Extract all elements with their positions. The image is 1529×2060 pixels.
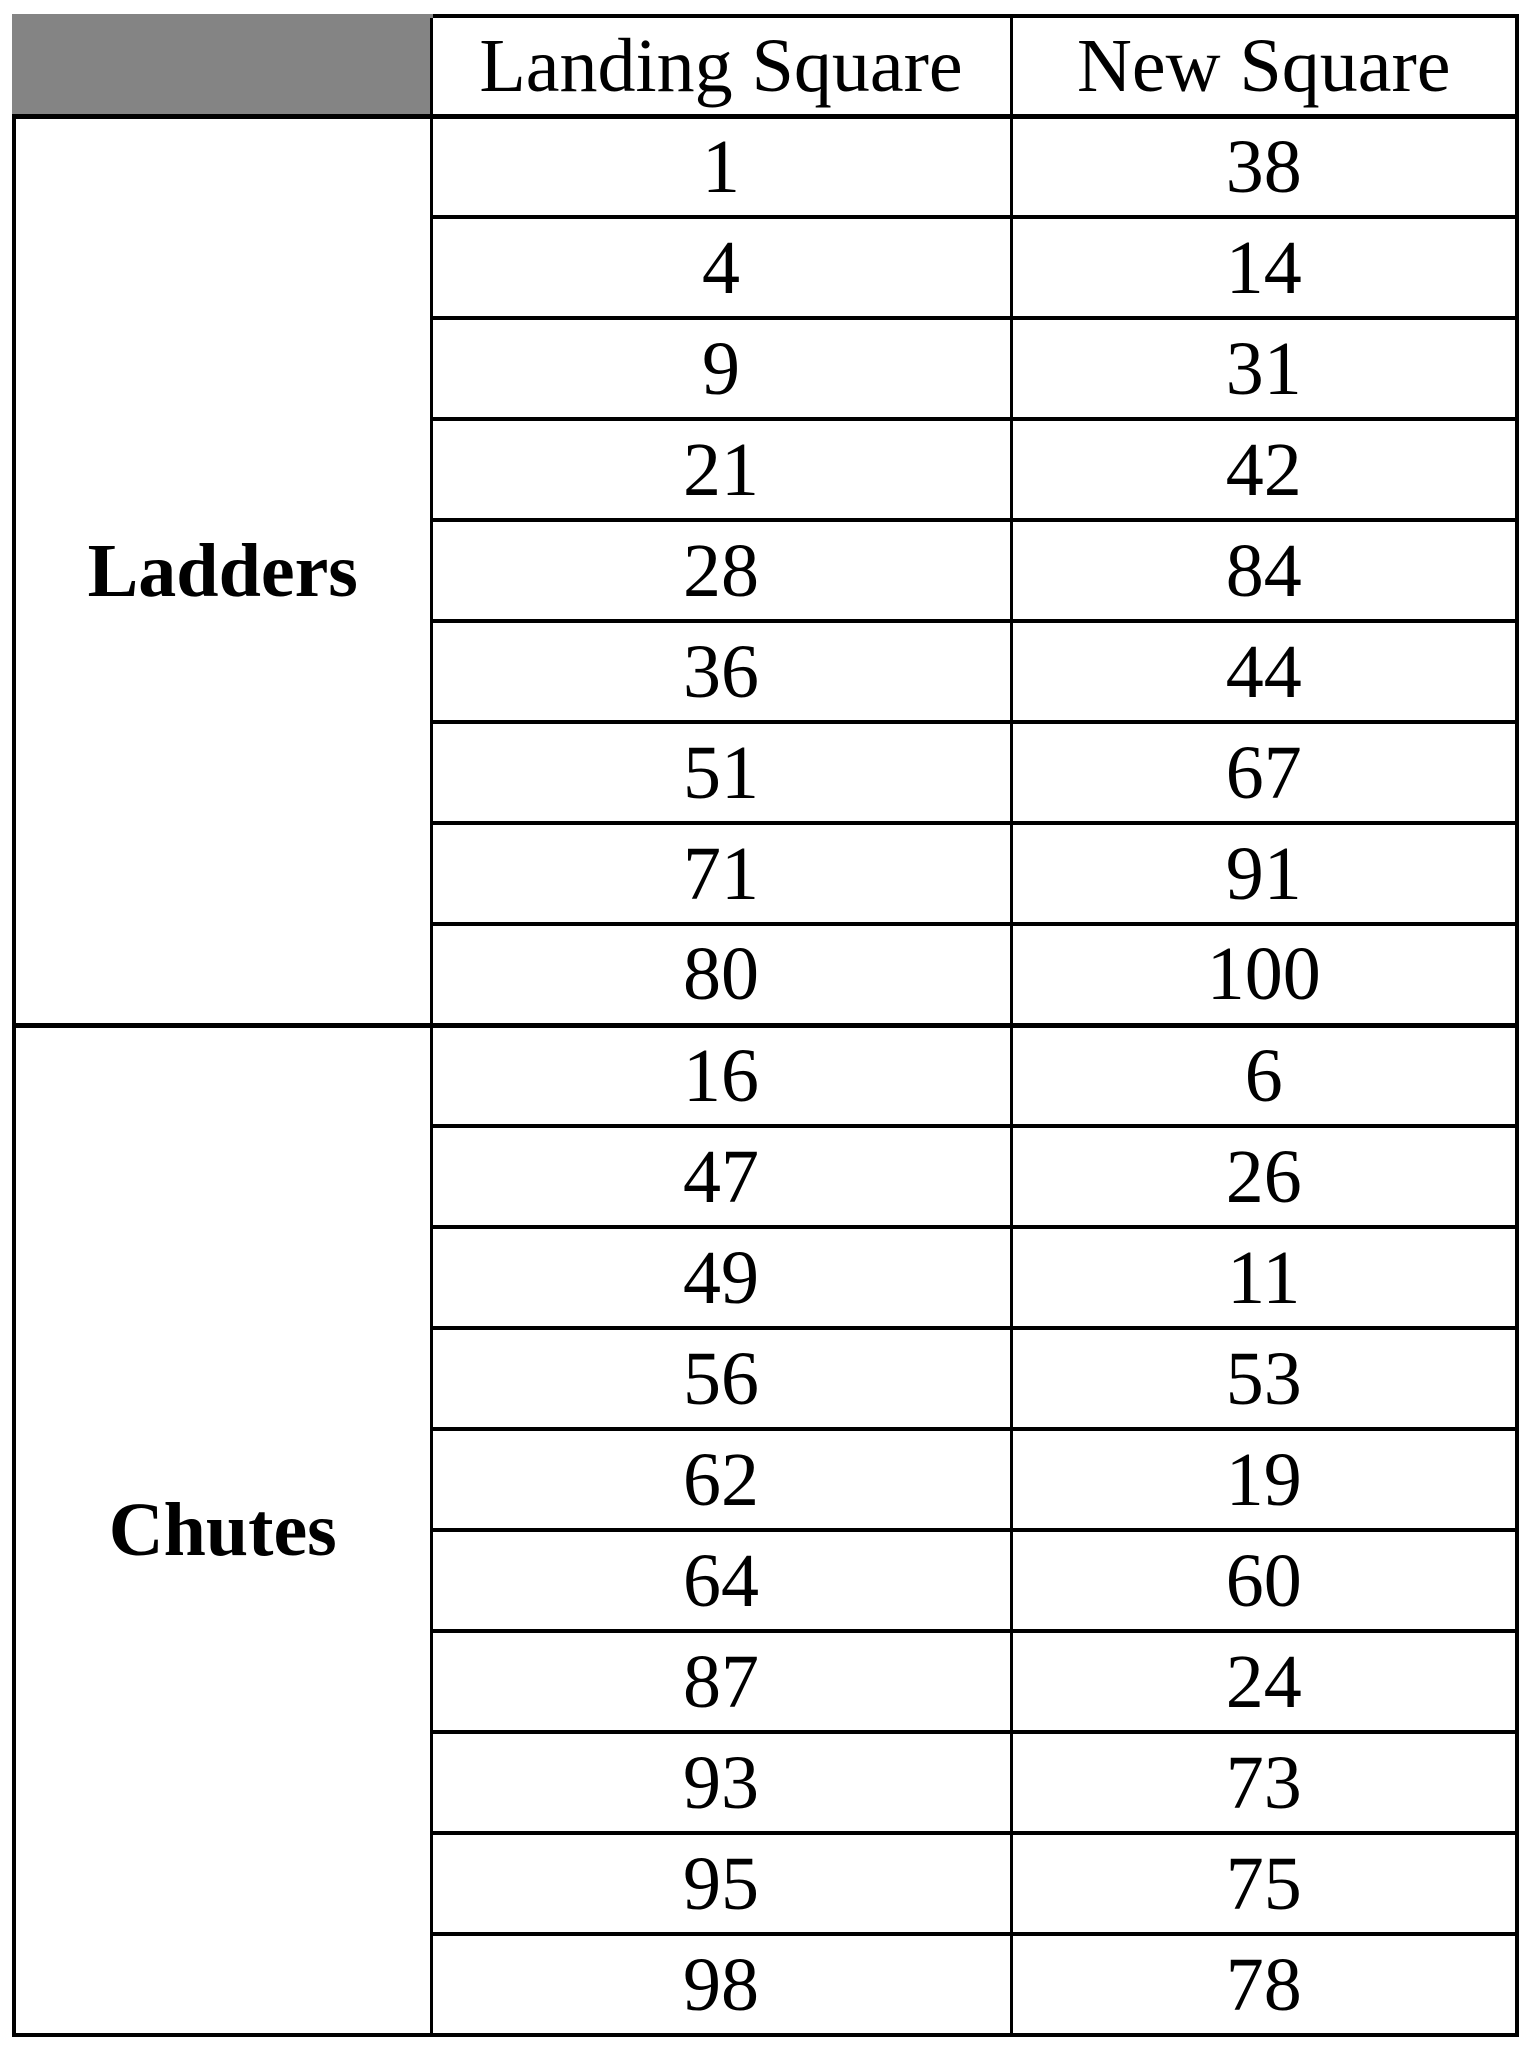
landing-square-cell: 21: [431, 419, 1011, 520]
landing-square-cell: 93: [431, 1732, 1011, 1833]
new-square-cell: 38: [1011, 116, 1517, 217]
new-square-cell: 84: [1011, 520, 1517, 621]
new-square-cell: 6: [1011, 1025, 1517, 1126]
new-square-cell: 31: [1011, 318, 1517, 419]
new-square-cell: 26: [1011, 1126, 1517, 1227]
landing-square-cell: 56: [431, 1328, 1011, 1429]
new-square-cell: 42: [1011, 419, 1517, 520]
group-label-chutes: Chutes: [14, 1025, 431, 2035]
landing-square-cell: 51: [431, 722, 1011, 823]
new-square-cell: 11: [1011, 1227, 1517, 1328]
column-header-landing-square: Landing Square: [431, 16, 1011, 116]
new-square-cell: 14: [1011, 217, 1517, 318]
landing-square-cell: 1: [431, 116, 1011, 217]
landing-square-cell: 95: [431, 1833, 1011, 1934]
landing-square-cell: 36: [431, 621, 1011, 722]
corner-cell: [14, 16, 431, 116]
header-row: [14, 16, 1517, 116]
new-square-cell: 78: [1011, 1934, 1517, 2035]
new-square-cell: 73: [1011, 1732, 1517, 1833]
landing-square-cell: 47: [431, 1126, 1011, 1227]
table-row: [14, 116, 1517, 217]
chutes-ladders-table: [12, 14, 1519, 2037]
landing-square-cell: 80: [431, 924, 1011, 1025]
new-square-cell: 19: [1011, 1429, 1517, 1530]
landing-square-cell: 62: [431, 1429, 1011, 1530]
new-square-cell: 60: [1011, 1530, 1517, 1631]
new-square-cell: 67: [1011, 722, 1517, 823]
landing-square-cell: 49: [431, 1227, 1011, 1328]
new-square-cell: 44: [1011, 621, 1517, 722]
table-row: [14, 1025, 1517, 1126]
new-square-cell: 75: [1011, 1833, 1517, 1934]
page: [0, 14, 1529, 2060]
new-square-cell: 100: [1011, 924, 1517, 1025]
landing-square-cell: 28: [431, 520, 1011, 621]
new-square-cell: 24: [1011, 1631, 1517, 1732]
landing-square-cell: 71: [431, 823, 1011, 924]
new-square-cell: 53: [1011, 1328, 1517, 1429]
new-square-cell: 91: [1011, 823, 1517, 924]
landing-square-cell: 64: [431, 1530, 1011, 1631]
landing-square-cell: 16: [431, 1025, 1011, 1126]
group-label-ladders: Ladders: [14, 116, 431, 1025]
landing-square-cell: 9: [431, 318, 1011, 419]
column-header-new-square: New Square: [1011, 16, 1517, 116]
landing-square-cell: 4: [431, 217, 1011, 318]
landing-square-cell: 87: [431, 1631, 1011, 1732]
landing-square-cell: 98: [431, 1934, 1011, 2035]
